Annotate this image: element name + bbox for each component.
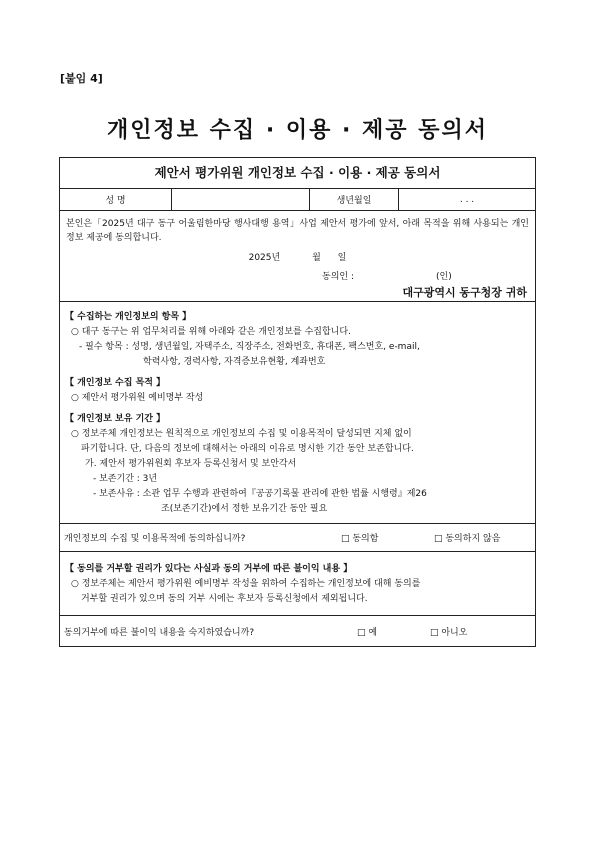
refuse-section bbox=[60, 551, 535, 615]
items-line: ○ 대구 동구는 위 업무처리를 위해 아래와 같은 개인정보를 수집합니다. bbox=[71, 327, 351, 337]
date-year: 2025년 bbox=[248, 253, 281, 263]
name-birth-row bbox=[60, 188, 535, 210]
retention-line: 가. 제안서 평가위원회 후보자 등록신청서 및 보안각서 bbox=[85, 459, 297, 469]
name-field[interactable] bbox=[172, 189, 310, 210]
info-section bbox=[60, 301, 535, 523]
signer bbox=[322, 270, 452, 284]
signer-label: 동의인 : bbox=[322, 272, 354, 282]
purpose-line: ○ 제안서 평가위원 예비명부 작성 bbox=[71, 393, 204, 403]
page-title: 개인정보 수집 · 이용 · 제공 동의서 bbox=[107, 118, 488, 143]
items-line: 학력사항, 경력사항, 자격증보유현황, 계좌번호 bbox=[143, 357, 326, 367]
seal-label: (인) bbox=[436, 272, 452, 282]
name-label: 성 명 bbox=[60, 189, 172, 210]
agree-checkbox[interactable]: □ 동의함 bbox=[341, 534, 379, 544]
consent-form bbox=[59, 157, 536, 647]
items-line: - 필수 항목 : 성명, 생년월일, 자택주소, 직장주소, 전화번호, 휴대폰, 팩스번호, e-mail, bbox=[79, 342, 420, 352]
items-header: 【 수집하는 개인정보의 항목 】 bbox=[65, 312, 192, 322]
retention-line: - 보존사유 : 소관 업무 수행과 관련하여『공공기록물 관리에 관한 법률 시행령』제26 bbox=[93, 489, 427, 499]
consent-date bbox=[60, 251, 535, 265]
question-text: 개인정보의 수집 및 이용목적에 동의하십니까? bbox=[64, 534, 246, 544]
birth-field[interactable]: . . . bbox=[459, 194, 475, 205]
retention-header: 【 개인정보 보유 기간 】 bbox=[65, 414, 166, 424]
refuse-line: 거부할 권리가 있으며 동의 거부 시에는 후보자 등록신청에서 제외됩니다. bbox=[81, 594, 368, 604]
retention-line: 조(보존기간)에서 정한 보유기간 동안 필요 bbox=[161, 504, 328, 514]
date-day: 일 bbox=[337, 253, 347, 263]
retention-line: - 보존기간 : 3년 bbox=[93, 474, 158, 484]
date-month: 월 bbox=[312, 253, 321, 263]
question-consent bbox=[60, 523, 535, 551]
retention-line: ○ 정보주체 개인정보는 원칙적으로 개인정보의 수집 및 이용목적이 달성되면 지체 없이 bbox=[71, 429, 412, 439]
refuse-header: 【 동의를 거부할 권리가 있다는 사실과 동의 거부에 따른 불이익 내용 】 bbox=[65, 564, 353, 574]
purpose-header: 【 개인정보 수집 목적 】 bbox=[65, 378, 166, 388]
question-acknowledge bbox=[60, 615, 535, 646]
recipient: 대구광역시 동구청장 귀하 bbox=[402, 286, 527, 299]
refuse-line: ○ 정보주체는 제안서 평가위원 예비명부 작성을 위하여 수집하는 개인정보에 대해 동의를 bbox=[71, 579, 421, 589]
attachment-label: [붙임 4] bbox=[60, 72, 103, 85]
yes-checkbox[interactable]: □ 예 bbox=[357, 627, 378, 638]
no-checkbox[interactable]: □ 아니오 bbox=[430, 627, 468, 638]
retention-line: 파기합니다. 단, 다음의 정보에 대해서는 아래의 이유로 명시한 기간 동안 보존합니다. bbox=[81, 444, 414, 454]
form-title: 제안서 평가위원 개인정보 수집 · 이용 · 제공 동의서 bbox=[154, 165, 441, 180]
consent-text: 본인은「2025년 대구 동구 어울림한마당 행사대행 용역」사업 제안서 평가에 앞서, 아래 목적을 위해 사용되는 개인정보 제공에 동의합니다. bbox=[66, 219, 529, 243]
question-text: 동의거부에 따른 불이익 내용을 숙지하였습니까? bbox=[64, 627, 255, 638]
disagree-checkbox[interactable]: □ 동의하지 않음 bbox=[434, 534, 501, 544]
birth-label: 생년월일 bbox=[310, 189, 399, 210]
consent-statement bbox=[60, 210, 535, 301]
